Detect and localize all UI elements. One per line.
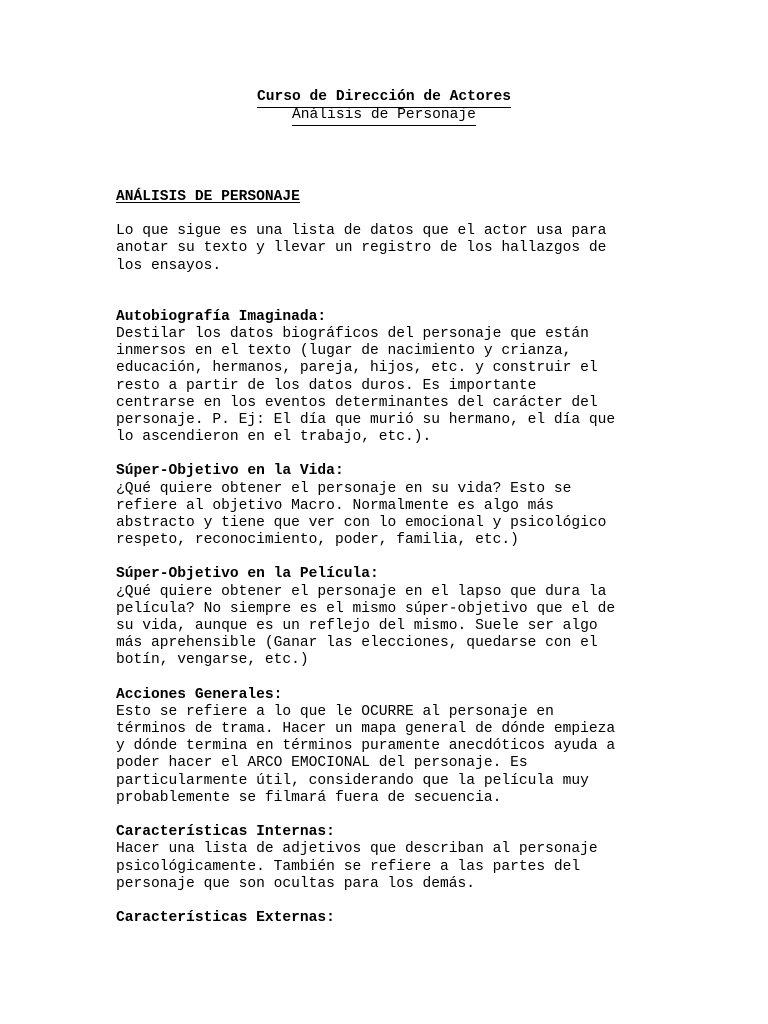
document-title: Curso de Dirección de Actores (257, 89, 511, 108)
section-super-objetivo-pelicula (116, 566, 656, 669)
section-heading: Súper-Objetivo en la Vida: (116, 463, 344, 480)
section-heading: Autobiografía Imaginada: (116, 308, 327, 325)
section-line: inmersos en el texto (lugar de nacimiento y crianza, (116, 343, 572, 360)
section-line: particularmente útil, considerando que la película muy (116, 772, 589, 789)
document-body (116, 189, 656, 944)
section-line: abstracto y tiene que ver con lo emocional y psicológico (116, 515, 607, 532)
section-line: educación, hermanos, pareja, hijos, etc. y construir el (116, 360, 598, 377)
section-line: términos de trama. Hacer un mapa general de dónde empieza (116, 721, 616, 738)
intro-line: anotar su texto y llevar un registro de los hallazgos de (116, 240, 607, 257)
document-header (0, 87, 768, 123)
section-line: ¿Qué quiere obtener el personaje en el lapso que dura la (116, 583, 607, 600)
section-caracteristicas-externas (116, 910, 656, 927)
section-caracteristicas-internas (116, 824, 656, 893)
section-line: ¿Qué quiere obtener el personaje en su vida? Esto se (116, 480, 572, 497)
section-line: resto a partir de los datos duros. Es importante (116, 377, 537, 394)
section-line: Esto se refiere a lo que le OCURRE al personaje en (116, 703, 554, 720)
section-line: personaje que son ocultas para los demás. (116, 875, 476, 892)
section-acciones-generales (116, 687, 656, 807)
intro-line: los ensayos. (116, 257, 222, 274)
document-subtitle: Análisis de Personaje (292, 107, 476, 126)
section-line: refiere al objetivo Macro. Normalmente es algo más (116, 497, 554, 514)
section-heading: Súper-Objetivo en la Película: (116, 566, 379, 583)
section-super-objetivo-vida (116, 463, 656, 549)
section-line: lo ascendieron en el trabajo, etc.). (116, 429, 432, 446)
section-line: su vida, aunque es un reflejo del mismo. Suele ser algo (116, 618, 598, 635)
section-line: Destilar los datos biográficos del personaje que están (116, 326, 589, 343)
section-line: película? No siempre es el mismo súper-objetivo que el de (116, 600, 616, 617)
section-line: respeto, reconocimiento, poder, familia, etc.) (116, 532, 519, 549)
section-line: y dónde termina en términos puramente anecdóticos ayuda a (116, 738, 616, 755)
intro-line: Lo que sigue es una lista de datos que el actor usa para (116, 223, 607, 240)
section-line: probablemente se filmará fuera de secuencia. (116, 789, 502, 806)
section-line: personaje. P. Ej: El día que murió su hermano, el día que (116, 412, 616, 429)
section-line: más aprehensible (Ganar las elecciones, quedarse con el (116, 635, 598, 652)
section-autobiografia (116, 309, 656, 447)
section-line: centrarse en los eventos determinantes del carácter del (116, 394, 598, 411)
section-heading: Características Internas: (116, 824, 335, 841)
section-heading: Características Externas: (116, 909, 335, 926)
section-line: psicológicamente. También se refiere a las partes del (116, 858, 581, 875)
main-heading: ANÁLISIS DE PERSONAJE (116, 189, 300, 205)
intro-paragraph (116, 223, 656, 275)
section-heading: Acciones Generales: (116, 686, 283, 703)
section-line: botín, vengarse, etc.) (116, 652, 309, 669)
section-line: Hacer una lista de adjetivos que describan al personaje (116, 841, 598, 858)
section-line: poder hacer el ARCO EMOCIONAL del personaje. Es (116, 755, 528, 772)
